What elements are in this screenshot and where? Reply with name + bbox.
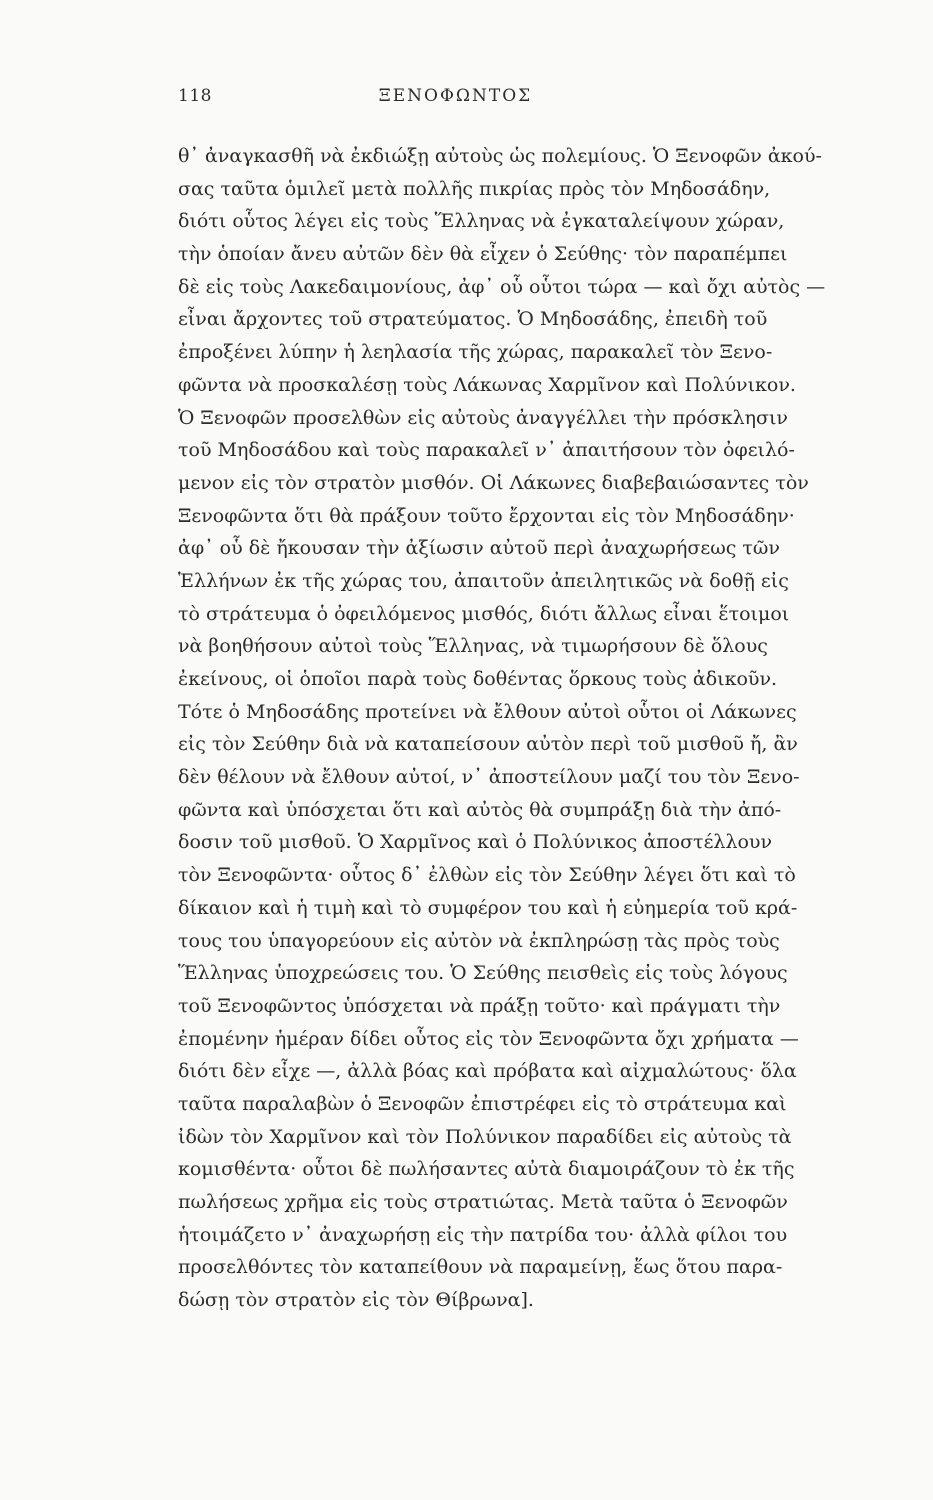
body-text [178, 140, 826, 1317]
text-line: ἀφ᾽ οὗ δὲ ἤκουσαν τὴν ἀξίωσιν αὐτοῦ περὶ ἀναχωρήσεως τῶν [178, 537, 780, 560]
text-line: δώσῃ τὸν στρατὸν εἰς τὸν Θίβρωνα]. [178, 1289, 534, 1312]
text-line: δὲν θέλουν νὰ ἔλθουν αὐτοί, ν᾽ ἀποστείλουν μαζί του τὸν Ξενο- [178, 766, 800, 789]
text-line: νὰ βοηθήσουν αὐτοὶ τοὺς Ἕλληνας, νὰ τιμωρήσουν δὲ ὅλους [178, 635, 768, 658]
text-line: ἐκείνους, οἱ ὁποῖοι παρὰ τοὺς δοθέντας ὅρκους τοὺς ἀδικοῦν. [178, 668, 778, 690]
text-line: δίκαιον καὶ ἡ τιμὴ καὶ τὸ συμφέρον του καὶ ἡ εὐημερία τοῦ κρά- [178, 896, 798, 919]
text-line: κομισθέντα· οὗτοι δὲ πωλήσαντες αὐτὰ διαμοιράζουν τὸ ἐκ τῆς [178, 1158, 795, 1181]
text-line: ἡτοιμάζετο ν᾽ ἀναχωρήσῃ εἰς τὴν πατρίδα του· ἀλλὰ φίλοι του [178, 1223, 788, 1246]
text-line: εἶναι ἄρχοντες τοῦ στρατεύματος. Ὁ Μηδοσάδης, ἐπειδὴ τοῦ [178, 308, 768, 331]
text-line: Τότε ὁ Μηδοσάδης προτείνει νὰ ἔλθουν αὐτοὶ οὗτοι οἱ Λάκωνες [178, 700, 797, 723]
text-line: ταῦτα παραλαβὼν ὁ Ξενοφῶν ἐπιστρέφει εἰς τὸ στράτευμα καὶ [178, 1092, 787, 1115]
text-line: διότι οὗτος λέγει εἰς τοὺς Ἕλληνας νὰ ἐγκαταλείψουν χώραν, [178, 210, 785, 233]
text-line: Ὁ Ξενοφῶν προσελθὼν εἰς αὐτοὺς ἀναγγέλλει τὴν πρόσκλησιν [178, 406, 788, 429]
running-title: ΞΕΝΟΦΩΝΤΟΣ [378, 86, 533, 106]
text-line: φῶντα καὶ ὑπόσχεται ὅτι καὶ αὐτὸς θὰ συμπράξῃ διὰ τὴν ἀπό- [178, 798, 782, 821]
text-line: μενον εἰς τὸν στρατὸν μισθόν. Οἱ Λάκωνες διαβεβαιώσαντες τὸν [178, 471, 809, 494]
text-line: φῶντα νὰ προσκαλέσῃ τοὺς Λάκωνας Χαρμῖνον καὶ Πολύνικον. [178, 373, 796, 396]
text-line: ἰδὼν τὸν Χαρμῖνον καὶ τὸν Πολύνικον παραδίδει εἰς αὐτοὺς τὰ [178, 1125, 792, 1148]
text-line: Ἑλλήνων ἐκ τῆς χώρας του, ἀπαιτοῦν ἀπειλητικῶς νὰ δοθῇ εἰς [178, 569, 789, 592]
page-header [178, 86, 733, 116]
text-line: θ᾽ ἀναγκασθῆ νὰ ἐκδιώξῃ αὐτοὺς ὡς πολεμίους. Ὁ Ξενοφῶν ἀκού- [178, 145, 822, 167]
text-line: δοσιν τοῦ μισθοῦ. Ὁ Χαρμῖνος καὶ ὁ Πολύνικος ἀποστέλλουν [178, 831, 773, 854]
text-line: ἐπομένην ἡμέραν δίδει οὗτος εἰς τὸν Ξενοφῶντα ὄχι χρήματα — [178, 1027, 799, 1050]
text-line: τοῦ Μηδοσάδου καὶ τοὺς παρακαλεῖ ν᾽ ἀπαιτήσουν τὸν ὀφειλό- [178, 439, 795, 462]
text-line: πωλήσεως χρῆμα εἰς τοὺς στρατιώτας. Μετὰ ταῦτα ὁ Ξενοφῶν [178, 1191, 788, 1213]
text-line: τους του ὑπαγορεύουν εἰς αὐτὸν νὰ ἐκπληρώσῃ τὰς πρὸς τοὺς [178, 929, 780, 952]
text-line: προσελθόντες τὸν καταπείθουν νὰ παραμείνῃ, ἕως ὅτου παρα- [178, 1256, 783, 1279]
text-line: διότι δὲν εἶχε —, ἀλλὰ βόας καὶ πρόβατα καὶ αἰχμαλώτους· ὅλα [178, 1060, 797, 1083]
text-line: σας ταῦτα ὁμιλεῖ μετὰ πολλῆς πικρίας πρὸς τὸν Μηδοσάδην, [178, 177, 771, 200]
text-line: ἐπροξένει λύπην ἡ λεηλασία τῆς χώρας, παρακαλεῖ τὸν Ξενο- [178, 341, 773, 364]
text-line: τὴν ὁποίαν ἄνευ αὐτῶν δὲν θὰ εἶχεν ὁ Σεύθης· τὸν παραπέμπει [178, 243, 788, 266]
text-line: δὲ εἰς τοὺς Λακεδαιμονίους, ἀφ᾽ οὗ οὗτοι τώρα — καὶ ὄχι αὐτὸς — [178, 275, 826, 298]
text-line: Ξενοφῶντα ὅτι θὰ πράξουν τοῦτο ἔρχονται εἰς τὸν Μηδοσάδην· [178, 504, 795, 527]
text-line: τὸν Ξενοφῶντα· οὗτος δ᾽ ἐλθὼν εἰς τὸν Σεύθην λέγει ὅτι καὶ τὸ [178, 864, 796, 887]
text-line: εἰς τὸν Σεύθην διὰ νὰ καταπείσουν αὐτὸν περὶ τοῦ μισθοῦ ἤ, ἂν [178, 733, 798, 756]
text-line: Ἕλληνας ὑποχρεώσεις του. Ὁ Σεύθης πεισθεὶς εἰς τοὺς λόγους [178, 962, 788, 985]
text-line: τοῦ Ξενοφῶντος ὑπόσχεται νὰ πράξῃ τοῦτο· καὶ πράγματι τὴν [178, 994, 781, 1017]
page-number: 118 [178, 86, 212, 106]
text-line: τὸ στράτευμα ὁ ὀφειλόμενος μισθός, διότι ἄλλως εἶναι ἕτοιμοι [178, 602, 790, 625]
